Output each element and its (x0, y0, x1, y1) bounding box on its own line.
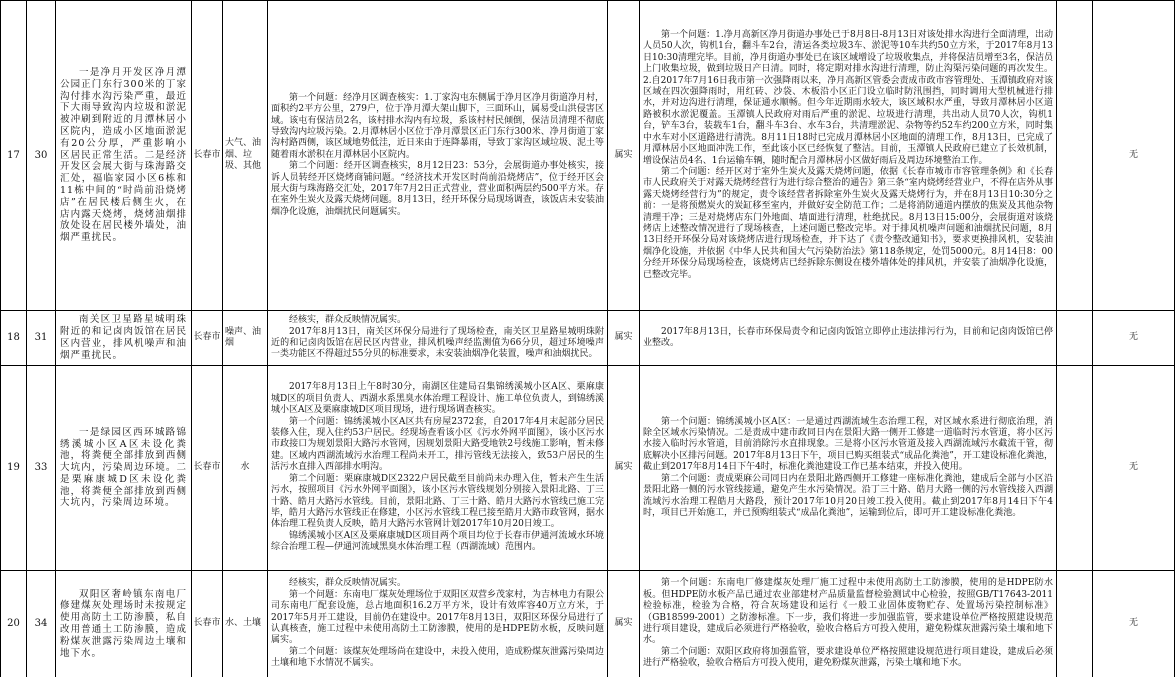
complaint-text: 南关区卫星路星城明珠附近的和记卤肉饭馆在居民区内营业，排风机噪声和油烟严重扰民。 (60, 314, 187, 361)
case-no-cell: 31 (27, 311, 56, 366)
complaint-cell (56, 366, 192, 571)
complaint-cell (56, 1, 192, 311)
investigation-paragraph: 第一个问题：东南电厂煤灰处理场位于双阳区双营乡茂家村，为吉林电力有限公司东南电厂配套设施，总占地面积16.2万平方米，设计有效库容40万立方米，于2017年5月开工建设，目前仍在建设中。2017年8月13日，双阳区环保分局进行了认真核查，施工过程中未使用高防土工防渗膜，使用的是HDPE防水板，反映问题属实。 (271, 589, 605, 646)
investigation-paragraph: 锦绣溪城小区A区及栗麻康城D区项目两个项目均位于长春市伊通河流域水环境综合治理工程—伊通河流域黑臭水体治理工程（西湖流域）范围内。 (271, 530, 604, 553)
handling-paragraph: 第一个问题：锦绣溪城小区A区：一是通过西湖流域生态治理工程，对区域水系进行彻底治理，消除全区域水污染情况。二是责成中建市政同日内在景阳大路一侧开工修建一道临时污水管道，将小区污水接入临时污水管道，目前消除污水直排现象。三是将小区污水管道及接入西湖流域污水截流干管，彻底解决小区排污问题。2017年8月13日下午，项目已购买组装式“成品化粪池”，开工建设标准化粪池，截止到2017年8月14日下午4时，标准化粪池建设工作已基本结束，并投入使用。 (643, 416, 1053, 473)
investigation-paragraph: 2017年8月13日上午8时30分，南湖区住建局召集锦绣溪城小区A区、栗麻康城D区的项目负责人、西湖水系黑臭水体治理工程设计、施工单位负责人，到锦绣溪城小区A区及栗麻康城D区项目现场，进行现场调查核实。 (271, 382, 604, 416)
complaint-cell (56, 571, 192, 677)
seq-cell: 19 (0, 366, 27, 571)
complaint-text: 一是净月开发区净月潭公园正门东行300米的丁家沟付排水沟污染严重，最近下大雨导致沟内垃圾和淤泥被冲刷到附近的月潭林居小区院内，造成小区地面淤泥有20公分厚，严重影响小区居民正常生活。二是经济开发区会展大街与珠海路交汇处，福临家园小区6栋和11栋中间的“时尚前沿烧烤店”在居民楼后侧生火，在店内露天烧烤，烧烤油烟排放处设在居民楼外墙处，油烟严重扰民。 (60, 67, 187, 244)
verified-cell: 属实 (608, 311, 640, 366)
investigation-paragraph: 第二个问题：该煤灰处理场尚在建设中，未投入使用，造成粉煤灰泄露污染周边土壤和地下水情况不属实。 (271, 646, 605, 669)
accountability-cell: 无 (1093, 366, 1175, 571)
pollution-type-cell: 水、土壤 (223, 571, 268, 677)
verified-cell: 属实 (608, 571, 640, 677)
verified-cell: 属实 (608, 366, 640, 571)
complaint-text: 双阳区奢岭镇东南电厂修建煤灰处理场时未按规定使用高防土工防渗膜，私自改用普通土工防渗膜，造成粉煤灰泄露污染周边土壤和地下水。 (60, 588, 187, 659)
handling-cell (640, 311, 1057, 366)
seq-cell: 17 (0, 1, 27, 311)
table-row (0, 0, 1175, 311)
case-no-cell: 33 (27, 366, 56, 571)
accountability-cell: 无 (1093, 1, 1175, 311)
city-cell: 长春市 (192, 571, 223, 677)
table-row (0, 571, 1175, 677)
investigation-paragraph: 第二个问题：栗麻康城D区2322户居民截至目前尚未办理入住，暂未产生生活污水，按照项目《污水外网平面图》，该小区污水管线规划分别接入景阳北路、丁三十路、皓月大路污水管线。目前，景阳北路、丁三十路、皓月大路污水管线已施工完毕，皓月大路污水管线正在修建，小区污水管线工程已接至皓月大路市政管网，据水体治理工程负责人反映，皓月大路污水管网计划2017年10月20日竣工。 (271, 473, 605, 530)
city-cell: 长春市 (192, 366, 223, 571)
investigation-paragraph: 经核实，群众反映情况属实。 (289, 315, 407, 326)
accountability-cell: 无 (1093, 571, 1175, 677)
blank-cell (1057, 311, 1093, 366)
blank-cell (1057, 1, 1093, 311)
investigation-paragraph: 第一个问题：经净月区调查核实：1.丁家沟屯东侧属于净月区净月街道净月村，面积约2平方公里，279户，位于净月潭大架山脚下，三面环山，属易受山洪侵害区域。该屯有保洁员2名，该村排水沟内有垃圾，系该村村民倾倒，保洁员清理不彻底导致沟内垃圾污染。2.月潭林居小区位于净月潭景区正门东行300米、净月街道丁家沟村路西侧，该区域地势低洼，近日来由于连降暴雨，导致丁家沟区域垃圾、泥土等随着雨水淤积在月潭林居小区院内。 (271, 92, 605, 160)
handling-cell (640, 1, 1057, 311)
investigation-paragraph: 2017年8月13日，南关区环保分局进行了现场检查，南关区卫星路星城明珠附近的和记卤肉饭馆在居民区内营业，排风机噪声经监测值为66分贝，超过环境噪声一类功能区不得超过55分贝的标准要求，未安装油烟净化装置，噪声和油烟扰民。 (271, 326, 604, 360)
table-row (0, 366, 1175, 571)
case-no-cell: 30 (27, 1, 56, 311)
handling-paragraph: 第二个问题：经开区对于室外生炭火及露天烧烤问题，依据《长春市城市市容管理条例》和《长春市人民政府关于对露天烧烤经营行为进行综合整治的通告》第三条“室内烧烤经营业户，不得在店外从事露天烧烤经营行为”的规定，责令该经营者拆除室外生炭火及露天烧烤行为，并在8月13日10:30分之前：一是将预燃炭火的炭缸移至室内，并做好安全防范工作；二是将消防通道内摆放的焦炭及其他杂物清理干净；三是对烧烤店东门外地面、墙面进行清理，杜绝扰民。8月13日15:00分，会展街道对该烧烤店上述整改情况进行了现场核查，上述问题已整改完毕。对于排风机噪声问题和油烟扰民问题，8月13日经开环保分局对该烧烤店进行现场检查，并下达了《责令整改通知书》，要求更换排风机，安装油烟净化设施，并依据《中华人民共和国大气污染防治法》第118条规定，处罚5000元。8月14日8：00分经开环保分局现场检查，该烧烤店已经拆除东侧设在楼外墙体处的排风机，并安装了油烟净化设施，已整改完毕。 (643, 166, 1053, 280)
investigation-paragraph: 第二个问题：经开区调查核实，8月12日23：53分，会展街道办事处核实，接诉人员转经开区烧烤商铺问题。“经济技术开发区时尚前沿烧烤店”，位于经开区会展大街与珠海路交汇处，2017年7月2日正式营业，营业面积两层约500平方米。存在室外生炭火及露天烧烤问题。8月13日，经开环保分局现场调查，该饭店未安装油烟净化设施，油烟扰民问题属实。 (271, 161, 604, 217)
city-cell: 长春市 (192, 311, 223, 366)
handling-paragraph: 第一个问题：东南电厂修建煤灰处理厂施工过程中未使用高防土工防渗膜，使用的是HDPE防水板。但HDPE防水板产品已通过农业部建材产品质量监督检验测试中心检验，按照GB/T17643-2011检验标准，检验为合格，符合灰场建设和运行《一般工业固体废物贮存、处置场污染控制标准》（GB18599-2001）之防渗标准。下一步，我们将进一步加强监管，要求建设单位严格按照建设规范进行项目建设，建成后必须进行严格验收，验收合格后方可投入使用，避免粉煤灰泄露污染土壤和地下水。 (643, 578, 1053, 646)
accountability-cell: 无 (1093, 311, 1175, 366)
handling-cell (640, 366, 1057, 571)
verified-cell: 属实 (608, 1, 640, 311)
table-row (0, 311, 1175, 366)
investigation-paragraph: 第一个问题：锦绣溪城小区A区共有房屋2372套，自2017年4月末起部分居民装修入住，现入住约53户居民。经现场查看该小区《污水外网平面图》，该小区污水市政接口为规划景阳大路污水管网，因规划景阳大路受地铁2号线施工影响，暂未修建。区域内西湖流域污水治理工程尚未开工，排污管线无法接入，致53户居民的生活污水直排入西部排水明沟。 (271, 416, 604, 473)
pollution-type-cell: 水 (223, 366, 268, 571)
complaint-cell (56, 311, 192, 366)
complaint-text: 一是绿园区西环城路锦绣溪城小区A区未设化粪池，将粪便全部排放到西侧大坑内，污染周边环境。二是栗麻康城D区未设化粪池，将粪便全部排放到西侧大坑内，污染周边环境。 (60, 426, 187, 509)
handling-cell (640, 571, 1057, 677)
pollution-type-cell: 噪声、油烟 (223, 311, 268, 366)
handling-paragraph: 2017年8月13日，长春市环保局责令和记卤肉饭馆立即停止违法排污行为，目前和记卤肉饭馆已停业整改。 (643, 326, 1053, 348)
investigation-cell (268, 366, 608, 571)
handling-paragraph: 第一个问题：1.净月高新区净月街道办事处已于8月8日-8月13日对该处排水沟进行全面清理，出动人员50人次，钩机1台，翻斗车2台，清运各类垃圾3车、淤泥等10车共约50立方米，于2017年8月13日10:30清理完毕。目前，净月街道办事处已在该区域增设了垃圾收集点，并将保洁员增至3名，保洁员上门收集垃圾，做到垃圾日产日清。同时，将定期对排水沟进行清理，防止沟渠污染问题的再次发生。2.自2017年7月16日我市第一次强降雨以来，净月高新区管委会责成市政市容管理处、玉潭镇政府对该区域在四次强降雨时，用红砖、沙袋、木板沿小区正门设立临时防汛围挡，同时调用大型机械进行排水，并对边沟进行清理，保证通水顺畅。但今年近期雨水较大，该区域积水严重，导致月潭林居小区道路被积水淤泥覆盖。玉潭镇人民政府对雨后严重的淤泥、垃圾进行清理，共出动人员70人次，钩机1台，铲车3台，装载车1台，翻斗车3台、水车3台，共清理淤泥、杂物等约52车约200立方米，同时集中水车对小区道路进行清洗。8月11日18时已完成月潭林居小区地面的清理工作，8月13日，已完成了月潭林居小区地面冲洗工作，至此该小区已经恢复了整洁。目前，玉潭镇人民政府已建立了长效机制，增设保洁员4名、1台运输车辆，随时配合月潭林居小区做好雨后及周边环境整治工作。 (643, 30, 1053, 166)
blank-cell (1057, 366, 1093, 571)
blank-cell (1057, 571, 1093, 677)
investigation-cell (268, 571, 608, 677)
pollution-type-cell: 大气、油烟、垃圾、其他 (223, 1, 268, 311)
handling-paragraph: 第二个问题：责成栗麻公司同日内在景阳北路西侧开工修建一座标准化粪池，建成后全部与小区沿景阳北路一侧的污水管线接通，避免产生水污染情况。沿丁三十路、皓月大路一侧的污水管线接入西湖流域污水治理工程皓月大路段，预计2017年10月20日竣工投入使用。截止到2017年8月14日下午4时，项目已开始施工，并已预购组装式“成品化粪池”，运输到位后，即可开工建设标准化粪池。 (643, 473, 1053, 518)
investigation-cell (268, 1, 608, 311)
case-no-cell: 34 (27, 571, 56, 677)
handling-paragraph: 第二个问题：双阳区政府将加强监管，要求建设单位严格按照建设规范进行项目建设，建成后必须进行严格验收，验收合格后方可投入使用，避免粉煤灰泄露，污染土壤和地下水。 (643, 646, 1053, 669)
city-cell: 长春市 (192, 1, 223, 311)
seq-cell: 20 (0, 571, 27, 677)
seq-cell: 18 (0, 311, 27, 366)
investigation-paragraph: 经核实，群众反映情况属实。 (289, 578, 407, 589)
investigation-cell (268, 311, 608, 366)
